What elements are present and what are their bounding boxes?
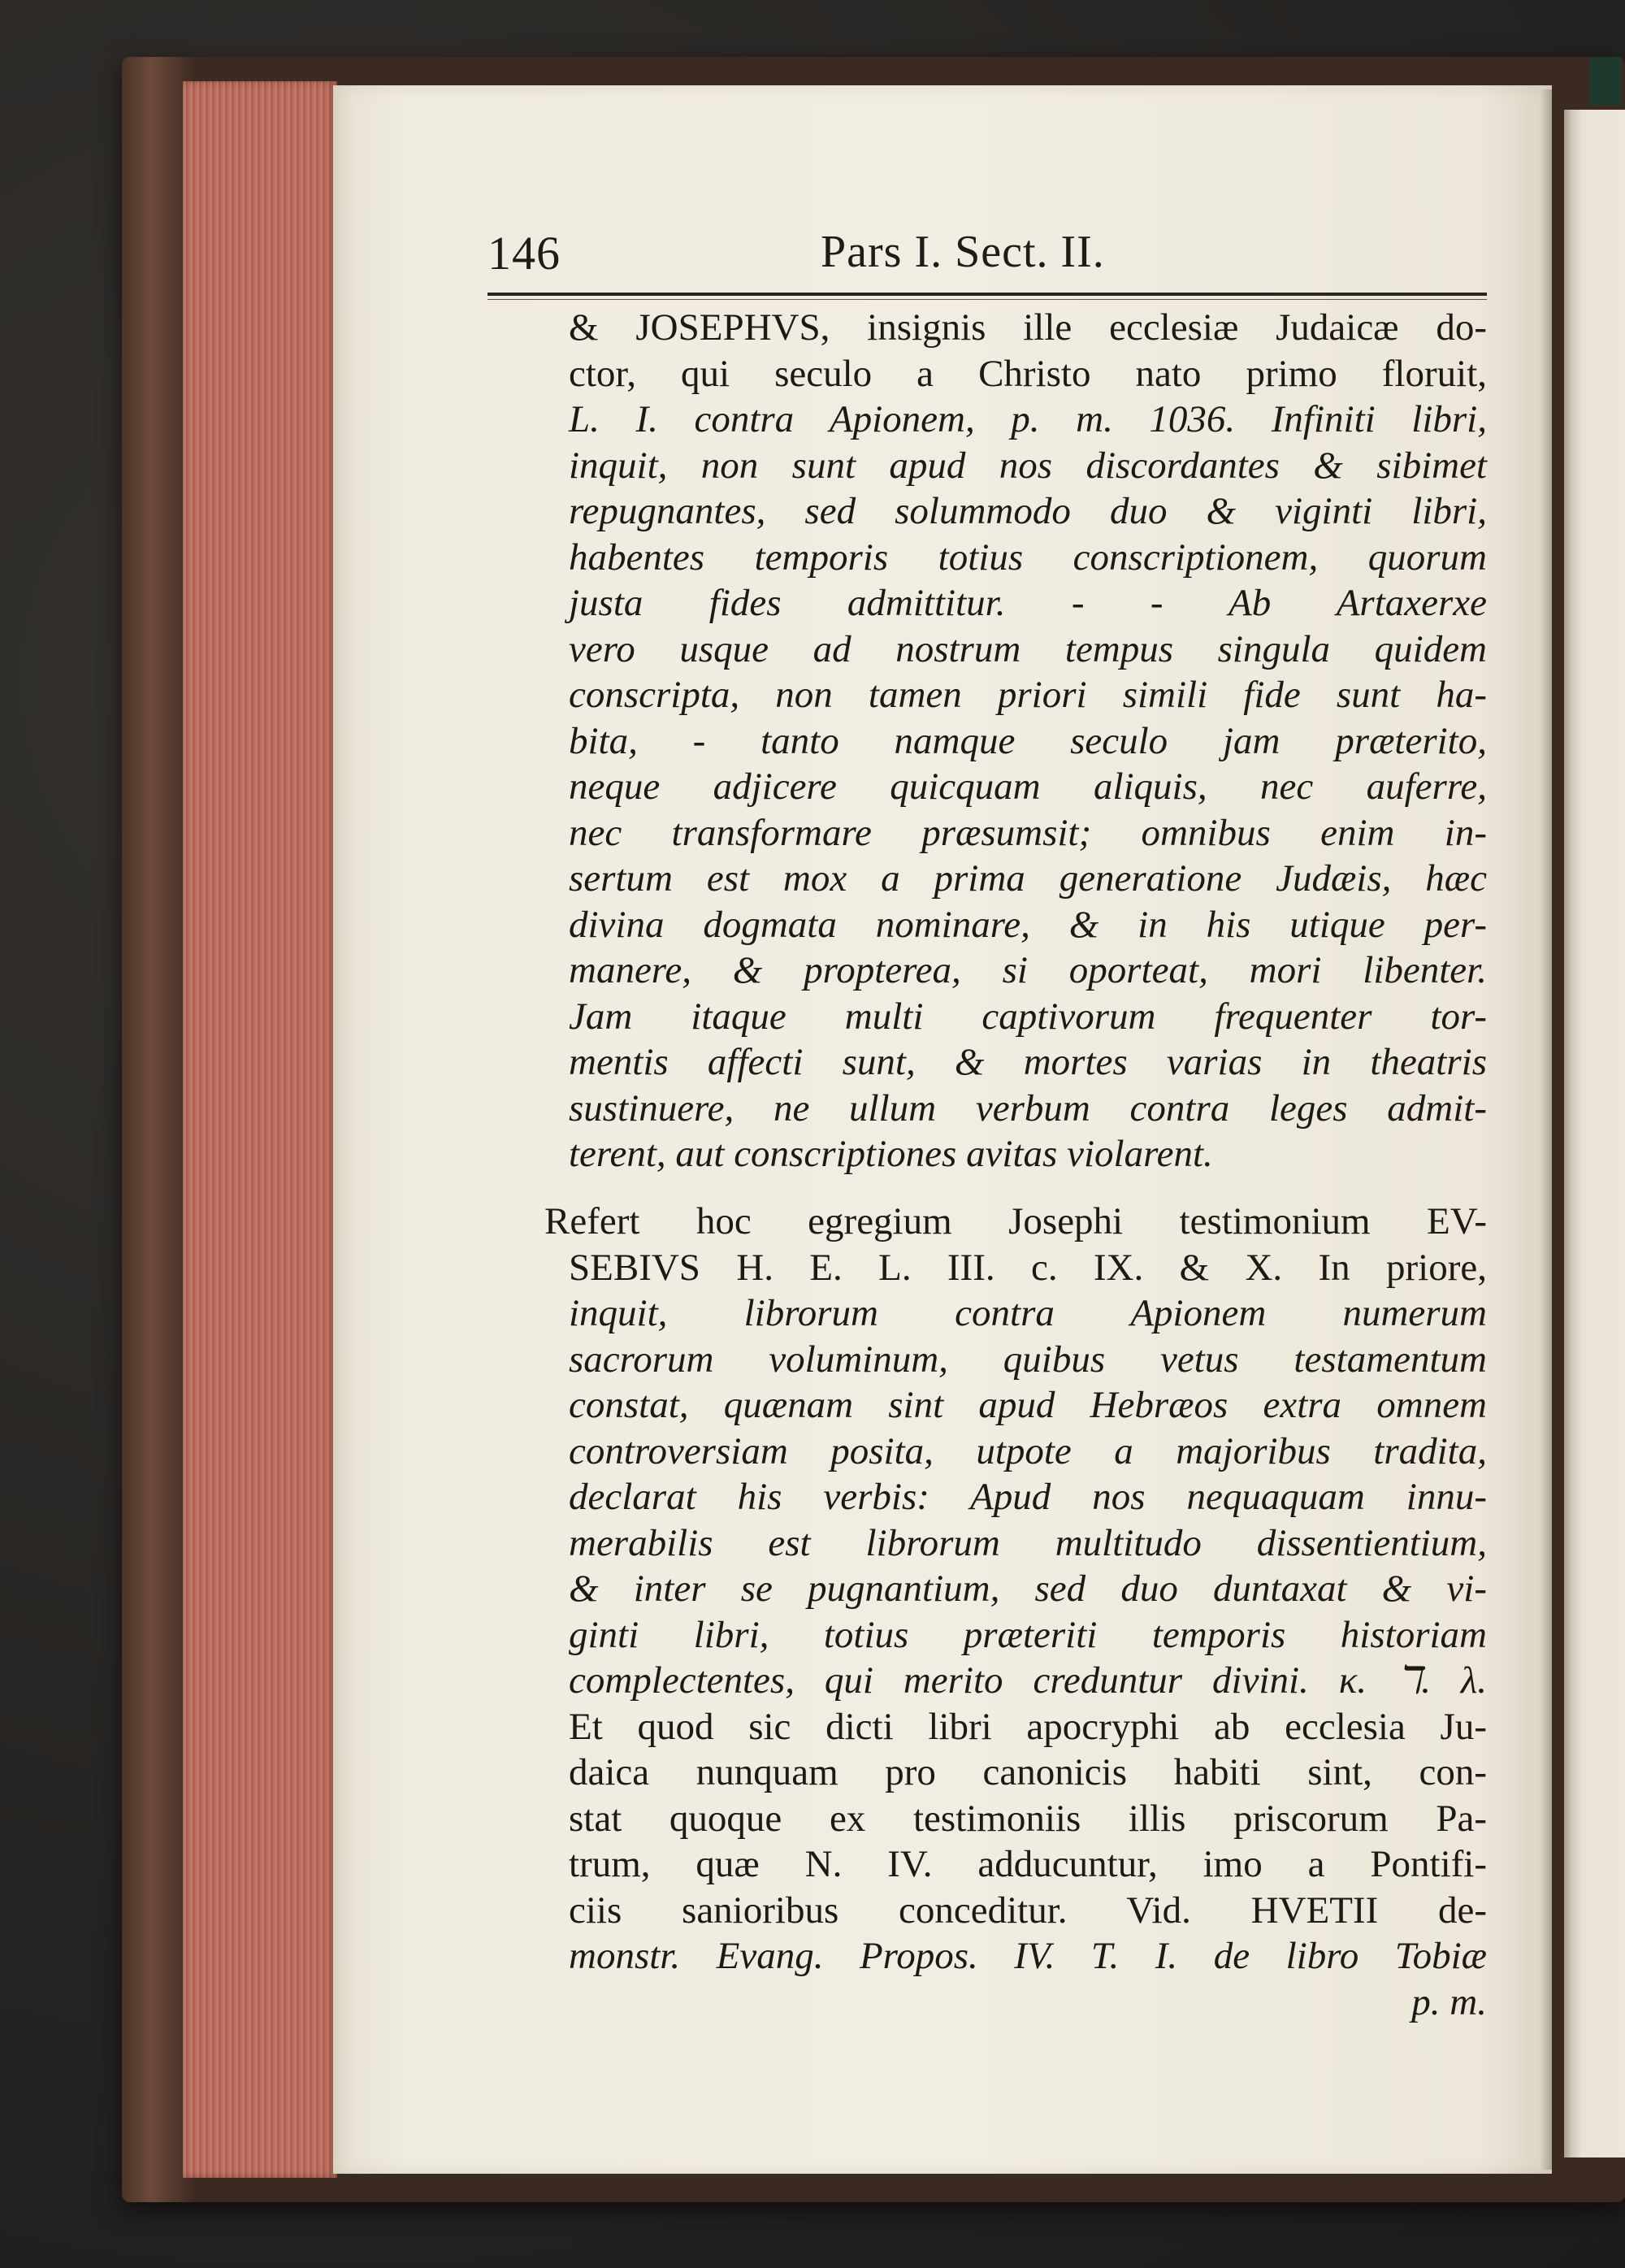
- running-head: Pars I. Sect. II.: [821, 227, 1105, 277]
- text-line: Et quod sic dicti libri apocryphi ab ecclesia Ju-: [569, 1705, 1487, 1748]
- text-line: neque adjicere quicquam aliquis, nec auferre,: [569, 765, 1487, 808]
- text-line: constat, quænam sint apud Hebræos extra omnem: [569, 1384, 1487, 1426]
- text-line: terent, aut conscriptiones avitas violarent.: [569, 1133, 1213, 1175]
- text-line: mentis affecti sunt, & mortes varias in theatris: [569, 1041, 1487, 1083]
- text-line: inquit, non sunt apud nos discordantes & sibimet: [569, 444, 1487, 487]
- text-line: nec transformare præsumsit; omnibus enim in-: [569, 811, 1487, 854]
- text-line: bita, - tanto namque seculo jam præterito,: [569, 719, 1487, 762]
- text-line: habentes temporis totius conscriptionem, quorum: [569, 536, 1487, 579]
- header-rule: [488, 293, 1487, 296]
- text-line: daica nunquam pro canonicis habiti sint, con-: [569, 1751, 1487, 1793]
- page-edges: [183, 81, 337, 2178]
- text-line: declarat his verbis: Apud nos nequaquam innu-: [569, 1476, 1487, 1518]
- text-line: ctor, qui seculo a Christo nato primo floruit,: [569, 352, 1487, 395]
- text-line: sacrorum voluminum, quibus vetus testamentum: [569, 1338, 1487, 1381]
- body-text-paragraph-1: [569, 305, 1487, 1177]
- text-line: ginti libri, totius præteriti temporis historiam: [569, 1613, 1487, 1656]
- page-gutter: [1540, 89, 1572, 2170]
- text-line: repugnantes, sed solummodo duo & viginti libri,: [569, 490, 1487, 532]
- text-line: sertum est mox a prima generatione Judæis, hæc: [569, 857, 1487, 900]
- text-line: merabilis est librorum multitudo dissentientium,: [569, 1521, 1487, 1564]
- page-header: [488, 226, 1487, 283]
- text-line: justa fides admittitur. - - Ab Artaxerxe: [569, 582, 1487, 624]
- text-line: manere, & propterea, si oporteat, mori libenter.: [569, 949, 1487, 991]
- text-line: conscripta, non tamen priori simili fide sunt ha-: [569, 674, 1487, 716]
- text-line: monstr. Evang. Propos. IV. T. I. de libro Tobiæ: [569, 1935, 1487, 1977]
- text-line: vero usque ad nostrum tempus singula quidem: [569, 627, 1487, 670]
- text-line: inquit, librorum contra Apionem numerum: [569, 1292, 1487, 1334]
- text-line: controversiam posita, utpote a majoribus tradita,: [569, 1429, 1487, 1472]
- text-line: SEBIVS H. E. L. III. c. IX. & X. In priore,: [569, 1246, 1487, 1289]
- page-number: 146: [488, 227, 561, 280]
- text-line: ciis sanioribus conceditur. Vid. HVETII de-: [569, 1889, 1487, 1932]
- text-line: L. I. contra Apionem, p. m. 1036. Infiniti libri,: [569, 398, 1487, 440]
- text-line: trum, quæ N. IV. adducuntur, imo a Pontifi-: [569, 1843, 1487, 1885]
- text-line: Refert hoc egregium Josephi testimonium EV-: [544, 1200, 1487, 1242]
- text-line: divina dogmata nominare, & in his utique per-: [569, 903, 1487, 946]
- text-line: & inter se pugnantium, sed duo duntaxat & vi-: [569, 1568, 1487, 1610]
- facing-page: [1564, 110, 1625, 2157]
- text-line: Jam itaque multi captivorum frequenter tor-: [569, 995, 1487, 1038]
- header-rule-thin: [488, 299, 1487, 300]
- body-text-paragraph-2: [544, 1199, 1487, 2025]
- text-line: sustinuere, ne ullum verbum contra leges admit-: [569, 1086, 1487, 1130]
- text-line: stat quoque ex testimoniis illis priscorum Pa-: [569, 1797, 1487, 1840]
- catchword: p. m.: [1411, 1980, 1487, 2023]
- text-line: & JOSEPHVS, insignis ille ecclesiæ Judaicæ do-: [569, 306, 1487, 349]
- text-line: complectentes, qui merito creduntur divini. κ. ℸ. λ.: [569, 1659, 1487, 1702]
- bookmark-ribbon: [1588, 57, 1621, 106]
